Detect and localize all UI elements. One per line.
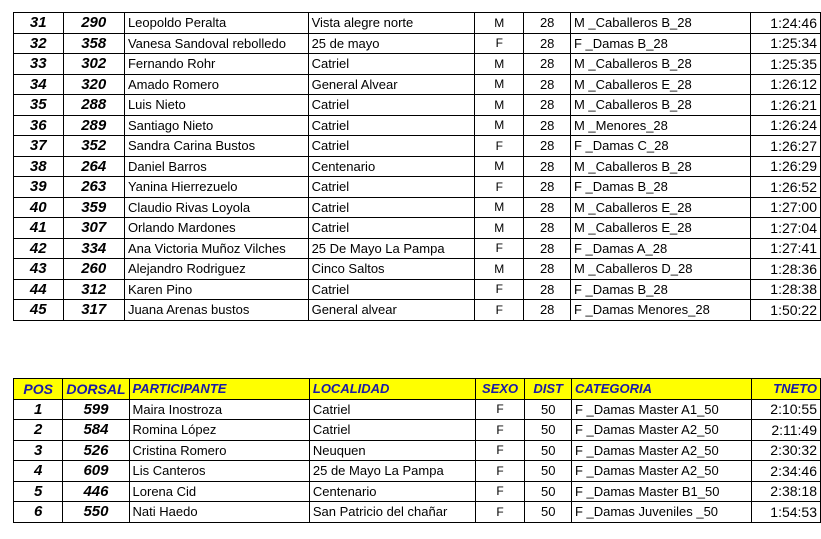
distance-cell: 28 — [524, 13, 571, 34]
participant-name-cell: Maira Inostroza — [129, 399, 309, 420]
category-cell: M _Caballeros B_28 — [570, 156, 750, 177]
table-row — [14, 238, 821, 259]
bib-number-cell: 358 — [63, 33, 124, 54]
locality-cell: Catriel — [308, 136, 474, 157]
bib-number-cell: 317 — [63, 300, 124, 321]
sex-cell: F — [475, 481, 525, 502]
header-pos: POS — [14, 379, 63, 400]
bib-number-cell: 584 — [63, 420, 129, 441]
locality-cell: 25 de mayo — [308, 33, 474, 54]
position-cell: 4 — [14, 461, 63, 482]
sex-cell: M — [475, 74, 524, 95]
distance-cell: 28 — [524, 115, 571, 136]
table-row — [14, 218, 821, 239]
bib-number-cell: 609 — [63, 461, 129, 482]
locality-cell: 25 De Mayo La Pampa — [308, 238, 474, 259]
bib-number-cell: 260 — [63, 259, 124, 280]
bib-number-cell: 352 — [63, 136, 124, 157]
participant-name-cell: Lorena Cid — [129, 481, 309, 502]
participant-name-cell: Romina López — [129, 420, 309, 441]
distance-cell: 50 — [525, 399, 572, 420]
net-time-cell: 1:28:38 — [751, 279, 821, 300]
header-categoria: CATEGORIA — [571, 379, 751, 400]
category-cell: F _Damas Master A2_50 — [571, 461, 751, 482]
locality-cell: Catriel — [308, 279, 474, 300]
participant-name-cell: Nati Haedo — [129, 502, 309, 523]
net-time-cell: 2:34:46 — [751, 461, 820, 482]
distance-cell: 28 — [524, 95, 571, 116]
net-time-cell: 1:26:21 — [751, 95, 821, 116]
category-cell: M _Caballeros E_28 — [570, 74, 750, 95]
participant-name-cell: Daniel Barros — [124, 156, 308, 177]
participant-name-cell: Alejandro Rodriguez — [124, 259, 308, 280]
participant-name-cell: Amado Romero — [124, 74, 308, 95]
distance-cell: 50 — [525, 481, 572, 502]
participant-name-cell: Juana Arenas bustos — [124, 300, 308, 321]
distance-cell: 28 — [524, 33, 571, 54]
sex-cell: M — [475, 13, 524, 34]
sex-cell: M — [475, 156, 524, 177]
bib-number-cell: 334 — [63, 238, 124, 259]
category-cell: M _Caballeros B_28 — [570, 95, 750, 116]
header-localidad: LOCALIDAD — [309, 379, 475, 400]
participant-name-cell: Orlando Mardones — [124, 218, 308, 239]
participant-name-cell: Leopoldo Peralta — [124, 13, 308, 34]
locality-cell: Catriel — [308, 95, 474, 116]
sex-cell: F — [475, 420, 525, 441]
position-cell: 35 — [14, 95, 64, 116]
position-cell: 43 — [14, 259, 64, 280]
distance-cell: 28 — [524, 300, 571, 321]
net-time-cell: 1:26:29 — [751, 156, 821, 177]
net-time-cell: 1:26:27 — [751, 136, 821, 157]
position-cell: 40 — [14, 197, 64, 218]
participant-name-cell: Fernando Rohr — [124, 54, 308, 75]
participant-name-cell: Cristina Romero — [129, 440, 309, 461]
distance-cell: 50 — [525, 420, 572, 441]
participant-name-cell: Karen Pino — [124, 279, 308, 300]
locality-cell: Catriel — [309, 399, 475, 420]
net-time-cell: 1:54:53 — [751, 502, 820, 523]
distance-cell: 28 — [524, 218, 571, 239]
participant-name-cell: Lis Canteros — [129, 461, 309, 482]
bib-number-cell: 264 — [63, 156, 124, 177]
distance-cell: 28 — [524, 259, 571, 280]
locality-cell: Catriel — [308, 197, 474, 218]
net-time-cell: 1:28:36 — [751, 259, 821, 280]
distance-cell: 28 — [524, 74, 571, 95]
table-row — [14, 13, 821, 34]
distance-cell: 28 — [524, 177, 571, 198]
participant-name-cell: Santiago Nieto — [124, 115, 308, 136]
locality-cell: Vista alegre norte — [308, 13, 474, 34]
position-cell: 34 — [14, 74, 64, 95]
sex-cell: F — [475, 399, 525, 420]
locality-cell: Catriel — [308, 54, 474, 75]
category-cell: F _Damas Juveniles _50 — [571, 502, 751, 523]
locality-cell: General alvear — [308, 300, 474, 321]
table-row — [14, 74, 821, 95]
position-cell: 3 — [14, 440, 63, 461]
sex-cell: M — [475, 95, 524, 116]
bib-number-cell: 263 — [63, 177, 124, 198]
distance-cell: 28 — [524, 197, 571, 218]
table-row — [14, 481, 821, 502]
net-time-cell: 1:25:34 — [751, 33, 821, 54]
category-cell: F _Damas Master A2_50 — [571, 440, 751, 461]
results-table-50k — [13, 378, 821, 523]
position-cell: 6 — [14, 502, 63, 523]
category-cell: M _Caballeros B_28 — [570, 54, 750, 75]
net-time-cell: 1:27:00 — [751, 197, 821, 218]
table-row — [14, 420, 821, 441]
position-cell: 45 — [14, 300, 64, 321]
distance-cell: 28 — [524, 156, 571, 177]
header-tneto: TNETO — [751, 379, 820, 400]
participant-name-cell: Vanesa Sandoval rebolledo — [124, 33, 308, 54]
table-row — [14, 300, 821, 321]
bib-number-cell: 599 — [63, 399, 129, 420]
sex-cell: F — [475, 33, 524, 54]
sex-cell: F — [475, 461, 525, 482]
distance-cell: 28 — [524, 238, 571, 259]
bib-number-cell: 446 — [63, 481, 129, 502]
category-cell: F _Damas Master B1_50 — [571, 481, 751, 502]
net-time-cell: 2:10:55 — [751, 399, 820, 420]
table-row — [14, 156, 821, 177]
participant-name-cell: Claudio Rivas Loyola — [124, 197, 308, 218]
position-cell: 1 — [14, 399, 63, 420]
net-time-cell: 1:26:12 — [751, 74, 821, 95]
net-time-cell: 1:24:46 — [751, 13, 821, 34]
participant-name-cell: Ana Victoria Muñoz Vilches — [124, 238, 308, 259]
locality-cell: Catriel — [308, 218, 474, 239]
distance-cell: 28 — [524, 136, 571, 157]
bib-number-cell: 526 — [63, 440, 129, 461]
locality-cell: Cinco Saltos — [308, 259, 474, 280]
table-row — [14, 95, 821, 116]
bib-number-cell: 290 — [63, 13, 124, 34]
participant-name-cell: Luis Nieto — [124, 95, 308, 116]
header-participante: PARTICIPANTE — [129, 379, 309, 400]
position-cell: 33 — [14, 54, 64, 75]
locality-cell: Neuquen — [309, 440, 475, 461]
net-time-cell: 2:30:32 — [751, 440, 820, 461]
bib-number-cell: 302 — [63, 54, 124, 75]
table-row — [14, 115, 821, 136]
table-row — [14, 440, 821, 461]
distance-cell: 50 — [525, 461, 572, 482]
sex-cell: F — [475, 300, 524, 321]
table-row — [14, 33, 821, 54]
category-cell: M _Caballeros D_28 — [570, 259, 750, 280]
sex-cell: F — [475, 177, 524, 198]
locality-cell: 25 de Mayo La Pampa — [309, 461, 475, 482]
position-cell: 42 — [14, 238, 64, 259]
bib-number-cell: 312 — [63, 279, 124, 300]
net-time-cell: 1:26:24 — [751, 115, 821, 136]
sex-cell: M — [475, 54, 524, 75]
category-cell: F _Damas B_28 — [570, 177, 750, 198]
position-cell: 41 — [14, 218, 64, 239]
bib-number-cell: 289 — [63, 115, 124, 136]
locality-cell: Centenario — [309, 481, 475, 502]
sex-cell: F — [475, 136, 524, 157]
sex-cell: M — [475, 218, 524, 239]
category-cell: M _Menores_28 — [570, 115, 750, 136]
sex-cell: M — [475, 197, 524, 218]
bib-number-cell: 550 — [63, 502, 129, 523]
position-cell: 32 — [14, 33, 64, 54]
bib-number-cell: 288 — [63, 95, 124, 116]
locality-cell: Centenario — [308, 156, 474, 177]
net-time-cell: 1:25:35 — [751, 54, 821, 75]
net-time-cell: 1:27:04 — [751, 218, 821, 239]
category-cell: F _Damas B_28 — [570, 279, 750, 300]
position-cell: 2 — [14, 420, 63, 441]
locality-cell: General Alvear — [308, 74, 474, 95]
participant-name-cell: Sandra Carina Bustos — [124, 136, 308, 157]
category-cell: M _Caballeros E_28 — [570, 218, 750, 239]
distance-cell: 28 — [524, 54, 571, 75]
position-cell: 37 — [14, 136, 64, 157]
sex-cell: F — [475, 279, 524, 300]
participant-name-cell: Yanina Hierrezuelo — [124, 177, 308, 198]
sex-cell: F — [475, 238, 524, 259]
table-row — [14, 399, 821, 420]
category-cell: F _Damas Master A2_50 — [571, 420, 751, 441]
table-row — [14, 461, 821, 482]
locality-cell: Catriel — [309, 420, 475, 441]
header-dorsal: DORSAL — [63, 379, 129, 400]
distance-cell: 50 — [525, 502, 572, 523]
category-cell: F _Damas B_28 — [570, 33, 750, 54]
net-time-cell: 1:27:41 — [751, 238, 821, 259]
locality-cell: Catriel — [308, 177, 474, 198]
bib-number-cell: 359 — [63, 197, 124, 218]
distance-cell: 28 — [524, 279, 571, 300]
position-cell: 39 — [14, 177, 64, 198]
category-cell: M _Caballeros E_28 — [570, 197, 750, 218]
table-row — [14, 259, 821, 280]
sex-cell: F — [475, 502, 525, 523]
category-cell: F _Damas Master A1_50 — [571, 399, 751, 420]
net-time-cell: 2:11:49 — [751, 420, 820, 441]
table-row — [14, 136, 821, 157]
table-row — [14, 197, 821, 218]
bib-number-cell: 307 — [63, 218, 124, 239]
table-row — [14, 502, 821, 523]
sex-cell: M — [475, 259, 524, 280]
position-cell: 36 — [14, 115, 64, 136]
header-dist: DIST — [525, 379, 572, 400]
position-cell: 44 — [14, 279, 64, 300]
position-cell: 31 — [14, 13, 64, 34]
table-row — [14, 279, 821, 300]
locality-cell: Catriel — [308, 115, 474, 136]
table-row — [14, 177, 821, 198]
net-time-cell: 2:38:18 — [751, 481, 820, 502]
category-cell: F _Damas A_28 — [570, 238, 750, 259]
header-sexo: SEXO — [475, 379, 525, 400]
distance-cell: 50 — [525, 440, 572, 461]
net-time-cell: 1:26:52 — [751, 177, 821, 198]
position-cell: 5 — [14, 481, 63, 502]
net-time-cell: 1:50:22 — [751, 300, 821, 321]
sex-cell: F — [475, 440, 525, 461]
category-cell: M _Caballeros B_28 — [570, 13, 750, 34]
results-table-28k — [13, 12, 821, 321]
category-cell: F _Damas Menores_28 — [570, 300, 750, 321]
category-cell: F _Damas C_28 — [570, 136, 750, 157]
bib-number-cell: 320 — [63, 74, 124, 95]
locality-cell: San Patricio del chañar — [309, 502, 475, 523]
position-cell: 38 — [14, 156, 64, 177]
table-header-row — [14, 379, 821, 400]
sex-cell: M — [475, 115, 524, 136]
table-row — [14, 54, 821, 75]
